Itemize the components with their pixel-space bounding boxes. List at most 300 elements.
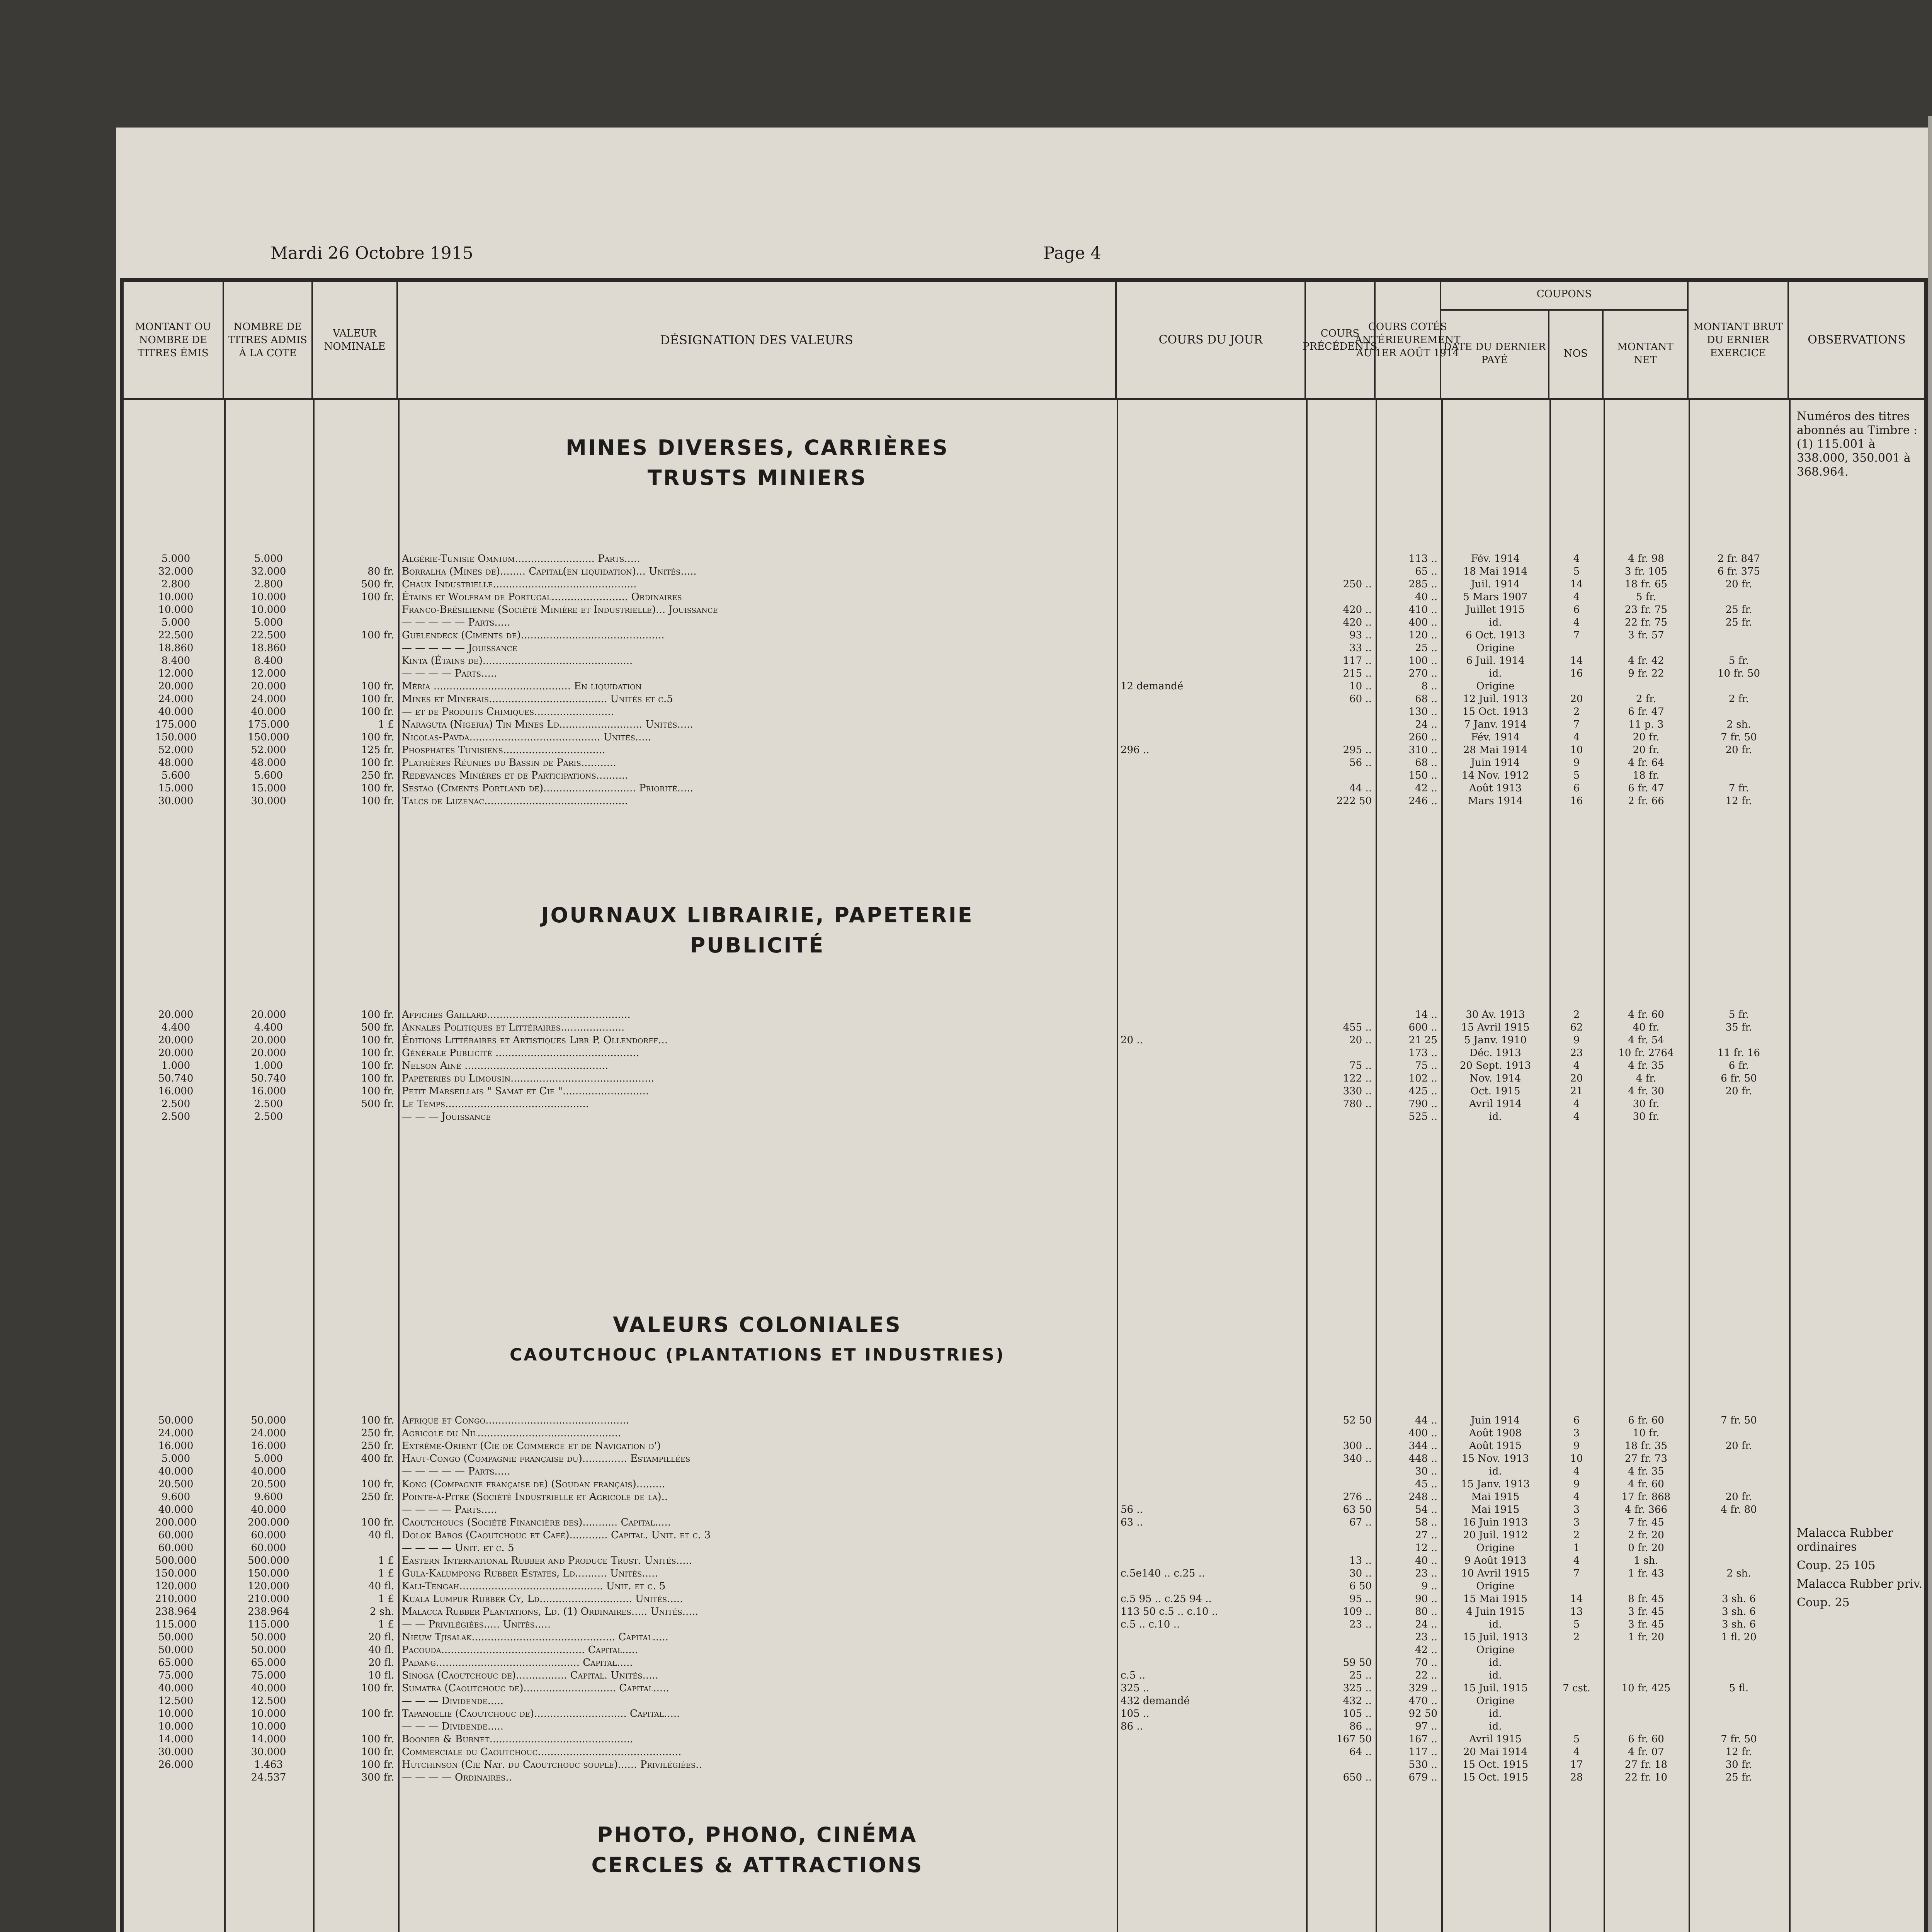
cell-mn: 18 fr. 65 — [1624, 578, 1668, 590]
cell-dt: Nov. 1914 — [1469, 1073, 1521, 1084]
table-row — [124, 1733, 1924, 1745]
cell-p: 75 .. — [1349, 1060, 1372, 1071]
cell-n: 24.000 — [251, 693, 286, 705]
table-row — [124, 629, 1924, 641]
cell-v: 100 fr. — [361, 731, 394, 743]
cell-m: 52.000 — [158, 744, 194, 756]
cell-a: 45 .. — [1415, 1478, 1437, 1490]
table-row — [124, 578, 1924, 590]
cell-no: 23 — [1570, 1047, 1583, 1059]
cell-no: 4 — [1573, 731, 1580, 743]
table-row — [124, 1554, 1924, 1567]
cell-n: 4.400 — [254, 1022, 283, 1033]
cell-d: Kuala Lumpur Rubber Cy, Ld............................. Unités..... — [402, 1593, 683, 1605]
cell-v: 10 fl. — [368, 1670, 394, 1681]
cell-no: 7 cst. — [1563, 1682, 1590, 1694]
cell-d: Affiches Gaillard............................................. — [402, 1009, 631, 1020]
cell-j: 12 demandé — [1121, 680, 1184, 692]
cell-v: 100 fr. — [361, 1746, 394, 1758]
cell-dt: Mai 1915 — [1471, 1491, 1520, 1503]
page-date: Mardi 26 Octobre 1915 — [270, 243, 473, 263]
cell-p: 295 .. — [1343, 744, 1372, 756]
cell-v: 100 fr. — [361, 795, 394, 807]
cell-n: 65.000 — [251, 1657, 286, 1668]
cell-v: 40 fl. — [368, 1644, 394, 1656]
cell-a: 22 .. — [1415, 1670, 1437, 1681]
cell-n: 32.000 — [251, 566, 286, 577]
cell-dt: id. — [1489, 1708, 1502, 1719]
cell-d: Kong (Compagnie française de) (Soudan français)......... — [402, 1478, 665, 1490]
cell-dt: 15 Janv. 1913 — [1461, 1478, 1530, 1490]
cell-mn: 4 fr. 07 — [1628, 1746, 1664, 1758]
obs-malacca: Malacca Rubber ordinaires — [1797, 1526, 1893, 1554]
cell-no: 16 — [1570, 795, 1583, 807]
cell-p: 20 .. — [1349, 1034, 1372, 1046]
cell-dt: Origine — [1476, 1695, 1515, 1707]
cell-no: 2 — [1573, 1009, 1580, 1020]
cell-a: 97 .. — [1415, 1721, 1437, 1732]
cell-b: 7 fr. 50 — [1721, 1733, 1757, 1745]
cell-dt: id. — [1489, 1657, 1502, 1668]
cell-n: 2.800 — [254, 578, 283, 590]
cell-a: 12 .. — [1415, 1542, 1437, 1554]
cell-d: — — — — Ordinaires.. — [402, 1772, 512, 1783]
page-edge-shadow — [1928, 116, 1932, 1932]
table-row — [124, 1111, 1924, 1123]
cell-dt: 10 Avril 1915 — [1461, 1568, 1530, 1579]
cell-b: 20 fr. — [1725, 744, 1752, 756]
cell-d: Guelendeck (Ciments de)............................................. — [402, 629, 665, 641]
cell-a: 448 .. — [1408, 1453, 1437, 1464]
cell-v: 1 £ — [378, 719, 394, 730]
cell-p: 13 .. — [1349, 1555, 1372, 1566]
cell-p: 330 .. — [1343, 1085, 1372, 1097]
cell-n: 48.000 — [251, 757, 286, 769]
cell-dt: Avril 1914 — [1469, 1098, 1522, 1110]
cell-a: 100 .. — [1408, 655, 1437, 667]
cell-d: Nicolas-Pavda......................................... Unités..... — [402, 731, 651, 743]
cell-v: 2 sh. — [369, 1606, 394, 1617]
cell-mn: 4 fr. 366 — [1624, 1504, 1668, 1515]
cell-a: 80 .. — [1415, 1606, 1437, 1617]
cell-b: 4 fr. 80 — [1721, 1504, 1757, 1515]
cell-mn: 18 fr. — [1633, 770, 1660, 781]
section-title — [402, 1310, 1113, 1370]
cell-a: 117 .. — [1408, 1746, 1437, 1758]
cell-mn: 0 fr. 20 — [1628, 1542, 1664, 1554]
cell-no: 14 — [1570, 655, 1583, 667]
cell-m: 20.000 — [158, 680, 194, 692]
cell-dt: Fév. 1914 — [1471, 553, 1520, 565]
cell-a: 790 .. — [1408, 1098, 1437, 1110]
cell-d: Algérie-Tunisie Omnium......................... Parts..... — [402, 553, 640, 565]
cell-n: 1.000 — [254, 1060, 283, 1071]
table-row — [124, 1656, 1924, 1669]
cell-v: 40 fl. — [368, 1580, 394, 1592]
cell-m: 16.000 — [158, 1085, 194, 1097]
cell-mn: 4 fr. — [1636, 1073, 1656, 1084]
cell-no: 1 — [1573, 1542, 1580, 1554]
table-row — [124, 1427, 1924, 1439]
cell-no: 4 — [1573, 553, 1580, 565]
cell-m: 26.000 — [158, 1759, 194, 1770]
cell-p: 30 .. — [1349, 1568, 1372, 1579]
cell-p: 6 50 — [1349, 1580, 1372, 1592]
cell-a: 270 .. — [1408, 668, 1437, 679]
cell-m: 5.000 — [161, 553, 190, 565]
col-numero: NOS — [1549, 309, 1604, 398]
cell-v: 500 fr. — [361, 1022, 394, 1033]
cell-d: — — — — Parts..... — [402, 1504, 497, 1515]
cell-dt: 15 Oct. 1915 — [1462, 1759, 1529, 1770]
cell-dt: 15 Juil. 1915 — [1463, 1682, 1528, 1694]
cell-d: Boonier & Burnet............................................. — [402, 1733, 633, 1745]
cell-m: 1.000 — [161, 1060, 190, 1071]
cell-no: 4 — [1573, 1111, 1580, 1122]
cell-m: 10.000 — [158, 591, 194, 603]
cell-dt: 5 Mars 1907 — [1463, 591, 1528, 603]
cell-d: Eastern International Rubber and Produce Trust. Unités..... — [402, 1555, 692, 1566]
cell-v: 100 fr. — [361, 1009, 394, 1020]
cell-a: 42 .. — [1415, 782, 1437, 794]
cell-n: 2.500 — [254, 1098, 283, 1110]
cell-dt: Août 1915 — [1469, 1440, 1522, 1452]
cell-m: 40.000 — [158, 1682, 194, 1694]
cell-mn: 11 p. 3 — [1628, 719, 1664, 730]
cell-mn: 27 fr. 73 — [1624, 1453, 1668, 1464]
cell-m: 150.000 — [155, 731, 197, 743]
cell-dt: 15 Juil. 1913 — [1463, 1631, 1528, 1643]
table-row — [124, 642, 1924, 654]
cell-b: 12 fr. — [1725, 1746, 1752, 1758]
cell-n: 10.000 — [251, 591, 286, 603]
cell-j: 63 .. — [1121, 1517, 1143, 1528]
cell-mn: 4 fr. 60 — [1628, 1009, 1664, 1020]
cell-m: 9.600 — [161, 1491, 190, 1503]
cell-b: 25 fr. — [1725, 1772, 1752, 1783]
cell-mn: 23 fr. 75 — [1624, 604, 1668, 616]
cell-p: 10 .. — [1349, 680, 1372, 692]
col-cours-cotes: COURS COTÉS ANTÉRIEUREMENT AU 1ER AOÛT 1914 — [1376, 282, 1441, 398]
cell-m: 24.000 — [158, 1427, 194, 1439]
cell-no: 3 — [1573, 1517, 1580, 1528]
cell-mn: 3 fr. 45 — [1628, 1606, 1664, 1617]
cell-p: 117 .. — [1343, 655, 1372, 667]
cell-no: 9 — [1573, 1034, 1580, 1046]
cell-a: 68 .. — [1415, 693, 1437, 705]
cell-v: 100 fr. — [361, 1759, 394, 1770]
cell-n: 20.000 — [251, 1047, 286, 1059]
cell-m: 22.500 — [158, 629, 194, 641]
coupons-divider — [1441, 309, 1689, 311]
cell-dt: Fév. 1914 — [1471, 731, 1520, 743]
cell-d: Mines et Minerais..................................... Unités et c.5 — [402, 693, 673, 705]
cell-p: 250 .. — [1343, 578, 1372, 590]
cell-n: 5.600 — [254, 770, 283, 781]
cell-mn: 18 fr. 35 — [1624, 1440, 1668, 1452]
cell-n: 16.000 — [251, 1085, 286, 1097]
cell-mn: 20 fr. — [1633, 744, 1660, 756]
cell-dt: Origine — [1476, 680, 1515, 692]
cell-dt: id. — [1489, 1466, 1502, 1477]
cell-dt: 5 Janv. 1910 — [1464, 1034, 1527, 1046]
cell-v: 1 £ — [378, 1619, 394, 1630]
cell-n: 12.500 — [251, 1695, 286, 1707]
cell-d: Nelson Ainé ............................................. — [402, 1060, 608, 1071]
cell-v: 40 fl. — [368, 1529, 394, 1541]
cell-no: 4 — [1573, 1060, 1580, 1071]
cell-p: 63 50 — [1343, 1504, 1372, 1515]
cell-d: Agricole du Nil............................................. — [402, 1427, 621, 1439]
cell-a: 600 .. — [1408, 1022, 1437, 1033]
cell-dt: 30 Av. 1913 — [1466, 1009, 1525, 1020]
cell-b: 7 fr. — [1728, 782, 1749, 794]
page-number: Page 4 — [1043, 243, 1102, 263]
cell-n: 75.000 — [251, 1670, 286, 1681]
cell-m: 5.600 — [161, 770, 190, 781]
cell-dt: id. — [1489, 1111, 1502, 1122]
cell-d: Afrique et Congo............................................. — [402, 1415, 629, 1426]
cell-m: 20.000 — [158, 1009, 194, 1020]
table-row — [124, 1085, 1924, 1097]
cell-m: 50.740 — [158, 1073, 194, 1084]
table-row — [124, 1593, 1924, 1605]
cell-n: 20.000 — [251, 1034, 286, 1046]
cell-no: 4 — [1573, 1466, 1580, 1477]
cell-no: 6 — [1573, 604, 1580, 616]
cell-b: 6 fr. — [1728, 1060, 1749, 1071]
section-title-line: JOURNAUX LIBRAIRIE, PAPETERIE — [541, 903, 974, 927]
cell-a: 260 .. — [1408, 731, 1437, 743]
cell-b: 11 fr. 16 — [1717, 1047, 1760, 1059]
col-cours-jour: COURS DU JOUR — [1117, 282, 1306, 398]
cell-no: 10 — [1570, 744, 1583, 756]
col-brut: MONTANT BRUT DU ERNIER EXERCICE — [1689, 282, 1789, 398]
cell-m: 12.000 — [158, 668, 194, 679]
section-title-line: PHOTO, PHONO, CINÉMA — [597, 1823, 918, 1847]
cell-dt: 6 Oct. 1913 — [1466, 629, 1525, 641]
cell-b: 20 fr. — [1725, 1440, 1752, 1452]
cell-n: 15.000 — [251, 782, 286, 794]
cell-p: 59 50 — [1343, 1657, 1372, 1668]
cell-d: Franco-Brésilienne (Société Minière et Industrielle)... Jouissance — [402, 604, 718, 616]
table-row — [124, 1669, 1924, 1682]
cell-mn: 10 fr. — [1633, 1427, 1660, 1439]
cell-v: 100 fr. — [361, 1415, 394, 1426]
cell-v: 100 fr. — [361, 1060, 394, 1071]
section-title-line: VALEURS COLONIALES — [613, 1313, 902, 1337]
cell-p: 167 50 — [1337, 1733, 1372, 1745]
cell-a: 329 .. — [1408, 1682, 1437, 1694]
cell-j: 20 .. — [1121, 1034, 1143, 1046]
cell-b: 7 fr. 50 — [1721, 1415, 1757, 1426]
cell-d: Caoutchoucs (Société Financière des)........... Capital..... — [402, 1517, 671, 1528]
cell-p: 33 .. — [1349, 642, 1372, 654]
cell-mn: 4 fr. 98 — [1628, 553, 1664, 565]
cell-a: 173 .. — [1408, 1047, 1437, 1059]
cell-no: 9 — [1573, 1478, 1580, 1490]
cell-p: 109 .. — [1343, 1606, 1372, 1617]
cell-v: 100 fr. — [361, 1034, 394, 1046]
cell-d: Pacouda............................................. Capital..... — [402, 1644, 638, 1656]
cell-a: 470 .. — [1408, 1695, 1437, 1707]
cell-n: 40.000 — [251, 1466, 286, 1477]
cell-dt: 12 Juil. 1913 — [1463, 693, 1528, 705]
cell-dt: 20 Mai 1914 — [1463, 1746, 1528, 1758]
col-observations: OBSERVATIONS — [1808, 333, 1906, 347]
cell-v: 100 fr. — [361, 629, 394, 641]
cell-j: c.5 95 .. c.25 94 .. — [1121, 1593, 1212, 1605]
cell-dt: 15 Nov. 1913 — [1461, 1453, 1529, 1464]
cell-a: 425 .. — [1408, 1085, 1437, 1097]
cell-mn: 4 fr. 60 — [1628, 1478, 1664, 1490]
col-nombre: NOMBRE DE TITRES ADMIS À LA COTE — [224, 282, 313, 398]
cell-m: 50.000 — [158, 1631, 194, 1643]
table-row — [124, 782, 1924, 794]
table-row — [124, 1098, 1924, 1110]
cell-d: Sestao (Ciments Portland de)............................. Priorité..... — [402, 782, 693, 794]
cell-mn: 5 fr. — [1636, 591, 1656, 603]
table-row — [124, 1708, 1924, 1720]
cell-dt: 15 Oct. 1913 — [1462, 706, 1529, 718]
section-title-line: PUBLICITÉ — [690, 933, 825, 957]
cell-b: 25 fr. — [1725, 604, 1752, 616]
table-row — [124, 1618, 1924, 1631]
cell-n: 1.463 — [254, 1759, 283, 1770]
cell-v: 100 fr. — [361, 1682, 394, 1694]
cell-m: 24.000 — [158, 693, 194, 705]
cell-dt: Juin 1914 — [1471, 757, 1520, 769]
quotation-table — [120, 278, 1928, 1932]
cell-v: 500 fr. — [361, 578, 394, 590]
table-row — [124, 1529, 1924, 1541]
cell-v: 250 fr. — [361, 1440, 394, 1452]
cell-a: 75 .. — [1415, 1060, 1437, 1071]
cell-a: 246 .. — [1408, 795, 1437, 807]
cell-no: 9 — [1573, 757, 1580, 769]
cell-mn: 2 fr. — [1636, 693, 1656, 705]
cell-d: Borralha (Mines de)........ Capital(en liquidation)... Unités..... — [402, 566, 697, 577]
cell-n: 30.000 — [251, 795, 286, 807]
cell-mn: 3 fr. 105 — [1624, 566, 1668, 577]
cell-j: 56 .. — [1121, 1504, 1143, 1515]
cell-p: 122 .. — [1343, 1073, 1372, 1084]
cell-dt: 4 Juin 1915 — [1466, 1606, 1525, 1617]
cell-m: 18.860 — [158, 642, 194, 654]
cell-a: 120 .. — [1408, 629, 1437, 641]
cell-m: 30.000 — [158, 1746, 194, 1758]
cell-m: 200.000 — [155, 1517, 197, 1528]
cell-d: Générale Publicité ............................................. — [402, 1047, 639, 1059]
cell-m: 210.000 — [155, 1593, 197, 1605]
cell-p: 56 .. — [1349, 757, 1372, 769]
col-designation: DÉSIGNATION DES VALEURS — [398, 282, 1117, 398]
cell-d: Gula-Kalumpong Rubber Estates, Ld.......... Unités..... — [402, 1568, 658, 1579]
cell-a: 27 .. — [1415, 1529, 1437, 1541]
cell-m: 5.000 — [161, 617, 190, 628]
cell-dt: 14 Nov. 1912 — [1461, 770, 1529, 781]
cell-a: 68 .. — [1415, 757, 1437, 769]
cell-mn: 6 fr. 60 — [1628, 1415, 1664, 1426]
cell-no: 5 — [1573, 1733, 1580, 1745]
cell-no: 17 — [1570, 1759, 1583, 1770]
table-row — [124, 1491, 1924, 1503]
cell-mn: 7 fr. 45 — [1628, 1517, 1664, 1528]
cell-b: 2 fr. — [1728, 693, 1749, 705]
cell-mn: 4 fr. 30 — [1628, 1085, 1664, 1097]
cell-n: 22.500 — [251, 629, 286, 641]
cell-dt: Juillet 1915 — [1466, 604, 1525, 616]
cell-d: — et de Produits Chimiques......................... — [402, 706, 614, 718]
cell-d: Phosphates Tunisiens................................ — [402, 744, 605, 756]
table-row — [124, 1567, 1924, 1580]
table-header — [124, 282, 1924, 400]
cell-b: 20 fr. — [1725, 578, 1752, 590]
cell-no: 6 — [1573, 782, 1580, 794]
cell-b: 3 sh. 6 — [1722, 1606, 1756, 1617]
cell-p: 325 .. — [1343, 1682, 1372, 1694]
cell-a: 54 .. — [1415, 1504, 1437, 1515]
cell-a: 130 .. — [1408, 706, 1437, 718]
cell-d: Nieuw Tjisalak............................................. Capital..... — [402, 1631, 668, 1643]
table-row — [124, 744, 1924, 756]
cell-mn: 4 fr. 35 — [1628, 1060, 1664, 1071]
cell-a: 92 50 — [1408, 1708, 1437, 1719]
cell-no: 4 — [1573, 591, 1580, 603]
table-row — [124, 604, 1924, 616]
cell-no: 2 — [1573, 1631, 1580, 1643]
cell-no: 9 — [1573, 1440, 1580, 1452]
cell-v: 20 fl. — [368, 1657, 394, 1668]
cell-p: 420 .. — [1343, 617, 1372, 628]
cell-m: 32.000 — [158, 566, 194, 577]
cell-v: 80 fr. — [367, 566, 394, 577]
cell-b: 2 sh. — [1726, 1568, 1751, 1579]
cell-m: 12.500 — [158, 1695, 194, 1707]
table-row — [124, 616, 1924, 629]
cell-v: 100 fr. — [361, 591, 394, 603]
cell-v: 125 fr. — [361, 744, 394, 756]
obs-note: Numéros des titres abonnés au Timbre : — [1797, 410, 1918, 437]
cell-mn: 6 fr. 47 — [1628, 782, 1664, 794]
cell-n: 8.400 — [254, 655, 283, 667]
table-row — [124, 1605, 1924, 1618]
cell-dt: 9 Août 1913 — [1464, 1555, 1527, 1566]
table-row — [124, 1580, 1924, 1592]
table-row — [124, 1034, 1924, 1046]
cell-a: 530 .. — [1408, 1759, 1437, 1770]
cell-v: 400 fr. — [361, 1453, 394, 1464]
cell-m: 40.000 — [158, 1466, 194, 1477]
cell-m: 65.000 — [158, 1657, 194, 1668]
cell-m: 60.000 — [158, 1529, 194, 1541]
cell-a: 24 .. — [1415, 719, 1437, 730]
cell-n: 5.000 — [254, 1453, 283, 1464]
cell-mn: 2 fr. 20 — [1628, 1529, 1664, 1541]
cell-n: 500.000 — [248, 1555, 289, 1566]
cell-dt: id. — [1489, 1619, 1502, 1630]
table-row — [124, 553, 1924, 565]
cell-no: 3 — [1573, 1427, 1580, 1439]
cell-no: 7 — [1573, 629, 1580, 641]
cell-a: 23 .. — [1415, 1568, 1437, 1579]
table-row — [124, 1440, 1924, 1452]
cell-v: 100 fr. — [361, 1047, 394, 1059]
cell-mn: 1 fr. 43 — [1628, 1568, 1664, 1579]
cell-no: 62 — [1570, 1022, 1583, 1033]
cell-v: 100 fr. — [361, 706, 394, 718]
cell-n: 50.000 — [251, 1415, 286, 1426]
